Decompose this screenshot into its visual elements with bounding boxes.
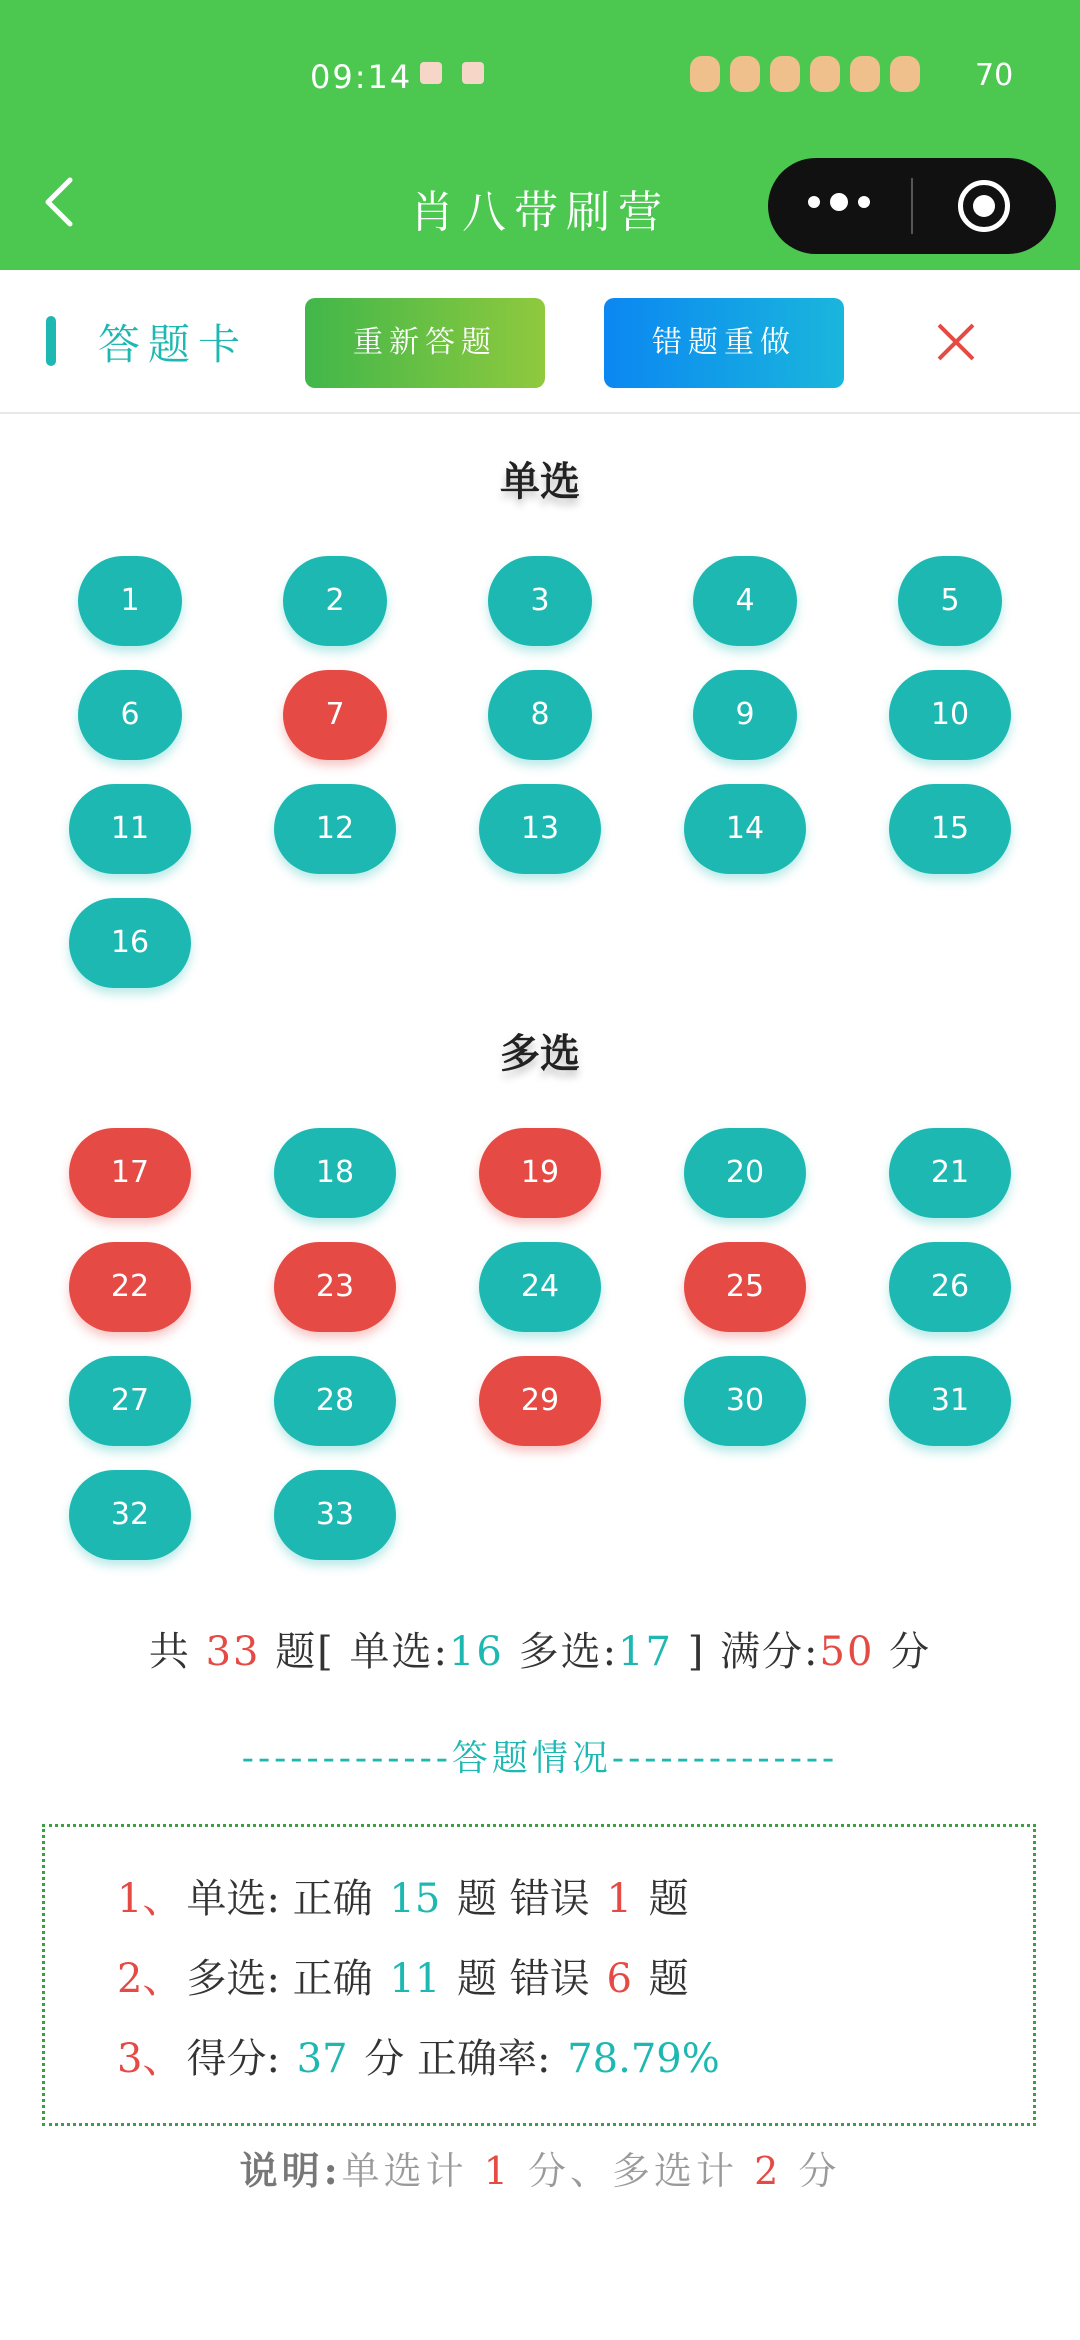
result-label: 得分:: [186, 2036, 280, 2082]
question-button-21[interactable]: 21: [889, 1128, 1011, 1218]
question-button-6[interactable]: 6: [78, 670, 182, 760]
redo-all-button[interactable]: 重新答题: [305, 298, 545, 388]
more-button[interactable]: [808, 196, 870, 211]
multi-count: 17: [618, 1629, 673, 1675]
note-label: 说明:: [239, 2148, 342, 2193]
note-text: 单选计: [341, 2149, 468, 2193]
summary-text: 共: [148, 1629, 191, 1675]
close-icon[interactable]: [936, 322, 976, 362]
decoration-icon: [730, 56, 760, 92]
question-button-1[interactable]: 1: [78, 556, 182, 646]
more-dot: [808, 196, 820, 208]
title-accent-bar: [46, 316, 56, 366]
question-button-8[interactable]: 8: [488, 670, 592, 760]
summary-text: 题[ 单选:: [275, 1629, 449, 1675]
question-button-4[interactable]: 4: [693, 556, 797, 646]
summary-text: ] 满分:: [687, 1629, 820, 1675]
status-time: 09:14: [310, 58, 413, 96]
question-button-14[interactable]: 14: [684, 784, 806, 874]
close-miniprogram-button[interactable]: [958, 180, 1010, 232]
multi-points: 2: [754, 2149, 783, 2193]
question-button-12[interactable]: 12: [274, 784, 396, 874]
question-button-9[interactable]: 9: [693, 670, 797, 760]
page-title: 肖八带刷营: [410, 187, 670, 238]
question-button-3[interactable]: 3: [488, 556, 592, 646]
question-button-31[interactable]: 31: [889, 1356, 1011, 1446]
results-divider: -------------答题情况--------------: [241, 1738, 839, 1779]
result-index: 3、: [117, 2036, 183, 2082]
redo-wrong-button[interactable]: 错题重做: [604, 298, 844, 388]
decoration-icon: [810, 56, 840, 92]
question-button-2[interactable]: 2: [283, 556, 387, 646]
scoring-note: [0, 2140, 1080, 2195]
decoration-icon: [850, 56, 880, 92]
question-button-25[interactable]: 25: [684, 1242, 806, 1332]
header-bar: [0, 0, 1080, 270]
single-correct-count: 15: [389, 1876, 441, 1922]
question-button-15[interactable]: 15: [889, 784, 1011, 874]
question-button-19[interactable]: 19: [479, 1128, 601, 1218]
question-button-23[interactable]: 23: [274, 1242, 396, 1332]
multi-correct-count: 11: [389, 1956, 441, 2002]
status-decoration-icons: [690, 56, 920, 92]
result-line-single: [117, 1867, 693, 1924]
result-label: 多选: 正确: [186, 1956, 373, 2002]
result-label: 题: [648, 1956, 689, 2002]
decoration-icon: [770, 56, 800, 92]
result-line-multi: [117, 1947, 693, 2004]
question-button-27[interactable]: 27: [69, 1356, 191, 1446]
summary-line: [0, 1620, 1080, 1677]
result-label: 题 错误: [457, 1956, 590, 2002]
question-button-17[interactable]: 17: [69, 1128, 191, 1218]
answer-card-toolbar: [0, 270, 1080, 414]
multi-wrong-count: 6: [606, 1956, 632, 2002]
summary-text: 多选:: [518, 1629, 619, 1675]
question-button-20[interactable]: 20: [684, 1128, 806, 1218]
results-box: [42, 1824, 1036, 2126]
multi-choice-title: 多选: [500, 1030, 580, 1077]
accuracy-rate: 78.79%: [567, 2036, 720, 2082]
capsule-divider: [911, 178, 913, 234]
question-button-7[interactable]: 7: [283, 670, 387, 760]
result-label: 分 正确率:: [364, 2036, 551, 2082]
battery-level: 70: [975, 58, 1014, 93]
result-label: 题: [648, 1876, 689, 1922]
question-button-28[interactable]: 28: [274, 1356, 396, 1446]
question-button-5[interactable]: 5: [898, 556, 1002, 646]
notification-icon: [462, 62, 484, 84]
question-button-24[interactable]: 24: [479, 1242, 601, 1332]
decoration-icon: [690, 56, 720, 92]
full-score: 50: [819, 1629, 875, 1675]
result-index: 1、: [117, 1876, 183, 1922]
question-button-33[interactable]: 33: [274, 1470, 396, 1560]
question-button-32[interactable]: 32: [69, 1470, 191, 1560]
summary-text: 分: [889, 1629, 932, 1675]
single-points: 1: [483, 2149, 512, 2193]
question-button-22[interactable]: 22: [69, 1242, 191, 1332]
total-count: 33: [205, 1629, 261, 1675]
question-button-26[interactable]: 26: [889, 1242, 1011, 1332]
notification-icon: [420, 62, 442, 84]
question-button-10[interactable]: 10: [889, 670, 1011, 760]
notification-icons: [420, 62, 484, 84]
single-count: 16: [448, 1629, 504, 1675]
question-button-13[interactable]: 13: [479, 784, 601, 874]
question-button-11[interactable]: 11: [69, 784, 191, 874]
result-label: 题 错误: [457, 1876, 590, 1922]
result-label: 单选: 正确: [186, 1876, 373, 1922]
question-button-29[interactable]: 29: [479, 1356, 601, 1446]
single-wrong-count: 1: [606, 1876, 632, 1922]
score-value: 37: [296, 2036, 348, 2082]
miniprogram-capsule: [768, 158, 1056, 254]
question-button-30[interactable]: 30: [684, 1356, 806, 1446]
more-dot: [830, 193, 848, 211]
question-button-16[interactable]: 16: [69, 898, 191, 988]
question-button-18[interactable]: 18: [274, 1128, 396, 1218]
answer-card-title: 答题卡: [98, 320, 249, 369]
result-line-score: [117, 2027, 724, 2084]
note-text: 分: [798, 2149, 841, 2193]
result-index: 2、: [117, 1956, 183, 2002]
single-choice-title: 单选: [500, 458, 580, 505]
more-dot: [858, 196, 870, 208]
decoration-icon: [890, 56, 920, 92]
note-text: 分、多选计: [528, 2149, 739, 2193]
